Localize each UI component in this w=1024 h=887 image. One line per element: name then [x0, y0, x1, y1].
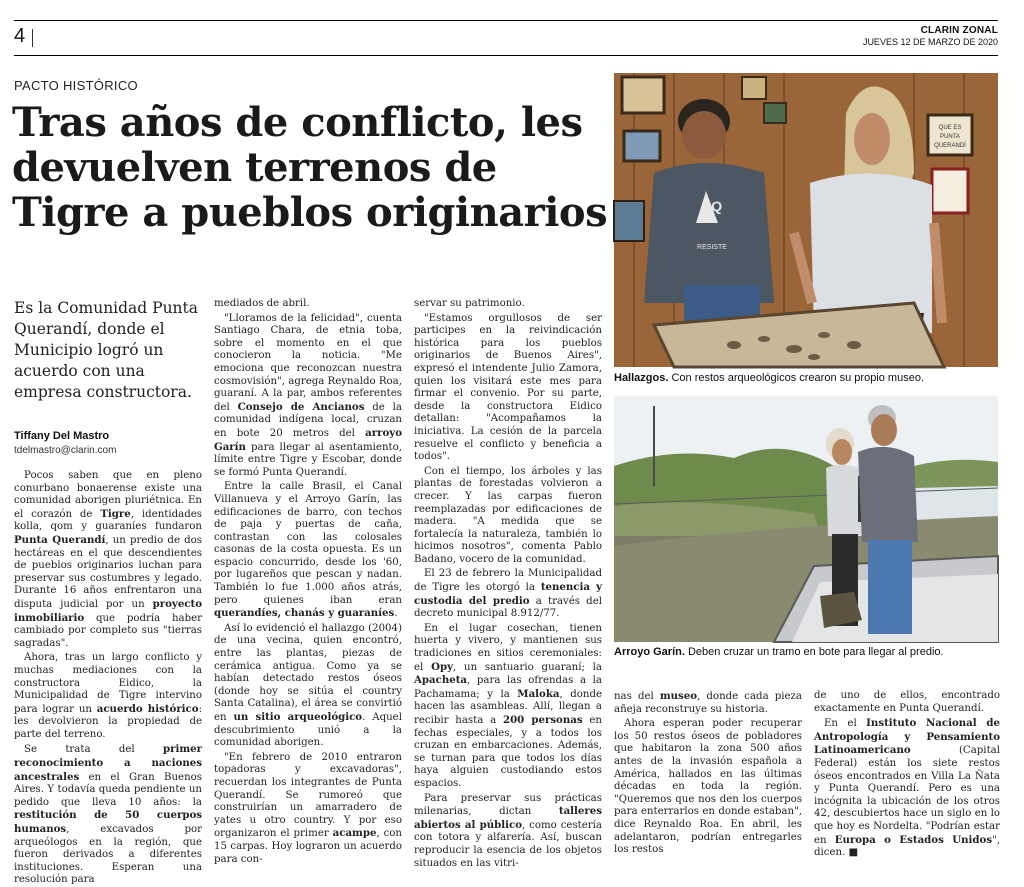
- author-name: Tiffany Del Mastro: [14, 430, 110, 442]
- author-email: tdelmastro@clarin.com: [14, 445, 117, 456]
- masthead: [863, 25, 998, 47]
- article-kicker: PACTO HISTÓRICO: [14, 78, 138, 93]
- article-column-5: de uno de ellos, encontrado exactamente en Punta Querandí. En el Instituto Nacional de Antropología y Pensamiento Latinoamericano (Capital Federal) están los siete restos óseos encontrados en Villa La Ñata y Punta Querandí. Pero es una incógnita la ubicación de los otros 42, descubiertos hace un siglo en lo que hoy es Nordelta. "Podrían estar en Europa o Estados Unidos", dicen. ■: [814, 690, 1000, 859]
- issue-date: JUEVES 12 DE MARZO DE 2020: [862, 37, 998, 47]
- photo-caption-2: [614, 645, 998, 659]
- header-divider: [32, 29, 33, 47]
- caption-lead: Hallazgos.: [614, 372, 669, 384]
- sign-line-3: QUERANDÍ: [934, 143, 966, 149]
- page-header: [14, 20, 998, 56]
- section-name: CLARIN ZONAL: [920, 25, 998, 36]
- caption-text: Con restos arqueológicos crearon su propio museo.: [671, 372, 924, 384]
- byline: [14, 430, 116, 456]
- caption-text: Deben cruzar un tramo en bote para llegar al predio.: [687, 646, 944, 658]
- sign-line-1: QUE ES: [938, 125, 962, 131]
- arroyo-photo-illustration: [614, 396, 998, 642]
- photo-museum: [614, 73, 998, 367]
- photo-caption-1: [614, 371, 998, 385]
- article-column-4: nas del museo, donde cada pieza añeja reconstruye su historia. Ahora esperan poder recuperar los 50 restos óseos de pobladores que habitaron la zona 500 años antes de la invasión española a América, hallados en las últimas décadas en toda la región. "Queremos que nos den los cuerpos para enterrarlos en donde estaban", dice Reynaldo Roa. En abril, les adelantaron, podrían entregarles los restos: [614, 690, 802, 856]
- article-column-1: Pocos saben que en pleno conurbano bonaerense existe una comunidad aborigen pluriétnica. En el corazón de Tigre, identidades kolla, qom y guaraníes fundaron Punta Querandí, un predio de dos hectáreas en el que descendientes de pueblos originarios luchan para preservar sus costumbres y legado. Durante 16 años enfrentaron una disputa judicial por un proyecto inmobiliario que podría haber cambiado por completo sus "tierras sagradas". Ahora, tras un largo conflicto y muchas mediaciones con la constructora Eidico, la Municipalidad de Tigre intervino para lograr un acuerdo histórico: les devolvieron la propiedad de parte del terreno. Se trata del primer reconocimiento a naciones ancestrales en el Gran Buenos Aires. Y todavía queda pendiente un pedido que lleva 10 años: la restitución de 50 cuerpos humanos, excavados por arqueólogos en la región, que fueron derivados a diferentes instituciones. Esperan una resolución para: [14, 470, 202, 886]
- article-headline: Tras años de conflicto, les devuelven terrenos de Tigre a pueblos originarios: [12, 99, 608, 236]
- sign-line-2: PUNTA: [940, 134, 960, 140]
- page-number: 4: [14, 25, 26, 47]
- article-column-2: mediados de abril. "Lloramos de la felicidad", cuenta Santiago Chara, de etnia toba, sobre el momento en el que conocieron la noticia. "Me emociona que reconozcan nuestra cosmovisión", agrega Reynaldo Roa, guaraní. A la par, ambos referentes del Consejo de Ancianos de la comunidad indígena local, cruzan en bote 20 metros del arroyo Garín para llegar al asentamiento, límite entre Tigre y Escobar, donde se formó Punta Querandí. Entre la calle Brasil, el Canal Villanueva y el Arroyo Garín, las edificaciones de barro, con techos de paja y puertas de caña, contrastan con las colosales casonas de la costa opuesta. Es un espacio concurrido, desde los '60, por lugareños que pescan y nadan. También lo fue 1.000 años atrás, pero quienes iban eran querandíes, chanás y guaraníes. Así lo evidenció el hallazgo (2004) de una vecina, quien encontró, entre las plantas, piezas de cerámica antigua. Como ya se habían detectado restos óseos (donde hoy se sitúa el country Santa Catalina), el área se convirtió en un sitio arqueológico. Aquel descubrimiento unió a la comunidad aborigen. "En febrero de 2010 entraron topadoras y excavadoras", recuerdan los integrantes de Punta Querandí. Se rumoreó que construirían un amarradero de yates u otro country. Y por eso organizaron el primer acampe, con 15 carpas. Hoy lograron un acuerdo para con-: [214, 298, 402, 865]
- shirt-slogan: RESISTE: [697, 244, 727, 251]
- photo-arroyo: [614, 396, 998, 642]
- shirt-logo: PQ: [701, 198, 723, 214]
- museum-photo-illustration: [614, 73, 998, 367]
- caption-lead: Arroyo Garín.: [614, 646, 685, 658]
- article-column-3: servar su patrimonio. "Estamos orgullosos de ser participes en la reivindicación histórica para los pueblos originarios de Buenos Aires", expresó el intendente Julio Zamora, quien los visitará este mes para firmar el convenio. Por su parte, desde la constructora Eidico detallan: "Acompañamos la iniciativa. La cesión de la parcela resuelve el conflicto y beneficia a todos". Con el tiempo, los árboles y las plantas de forestadas volvieron a crecer. Y las carpas fueron reemplazadas por edificaciones de madera. "A medida que se fortalecía la naturaleza, también lo hicimos nosotros", comenta Pablo Badano, vocero de la comunidad. El 23 de febrero la Municipalidad de Tigre les otorgó la tenencia y custodia del predio a través del decreto municipal 8.912/77. En el lugar cosechan, tienen huerta y vivero, y mantienen sus tradiciones en sitios ceremoniales: el Opy, un santuario guaraní; la Apacheta, para las ofrendas a la Pachamama; y la Maloka, donde hacen las asambleas. Allí, llegan a recibir hasta a 200 personas en fechas especiales, y a todos los cruzan en embarcaciones. Además, se turnan para que todos los días haya alguien custodiando estos espacios. Para preservar sus prácticas milenarias, dictan talleres abiertos al público, como cestería con totora y alfarería. Así, buscan reproducir la esencia de los objetos situados en las vitri-: [414, 298, 603, 869]
- article-deck: Es la Comunidad Punta Querandí, donde el Municipio logró un acuerdo con una empresa constructora.: [14, 299, 199, 401]
